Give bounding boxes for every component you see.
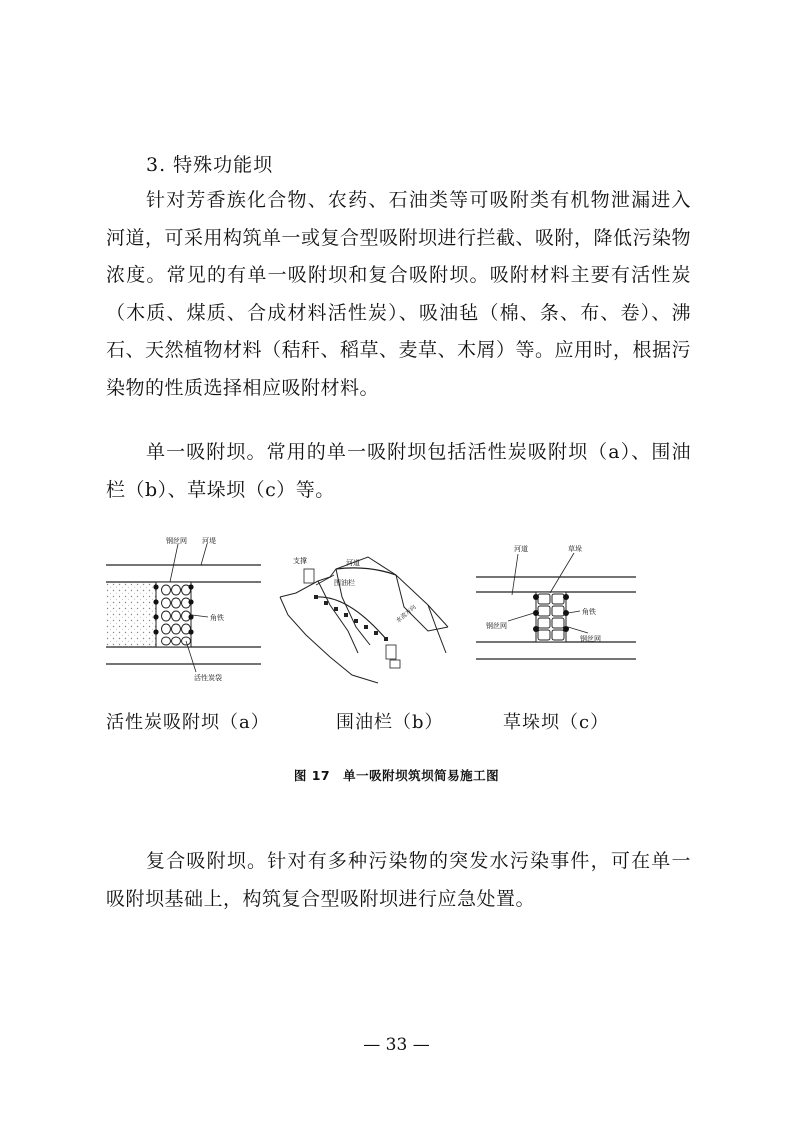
- label-c-mesh-left: 钢丝网: [486, 622, 507, 630]
- label-a-angle: 角铁: [210, 614, 224, 622]
- caption-b: 围油栏（b）: [336, 712, 444, 733]
- paragraph-intro: 针对芳香族化合物、农药、石油类等可吸附类有机物泄漏进入河道，可采用构筑单一或复合型吸附坝进行拦截、吸附，降低污染物浓度。常见的有单一吸附坝和复合吸附坝。吸附材料主要有活性炭（木质、煤质、合成材料活性炭）、吸油毡（棉、条、布、卷）、沸石、天然植物材料（秸秆、稻草、麦草、木屑）等。应用时，根据污染物的性质选择相应吸附材料。: [106, 189, 692, 399]
- paragraph-single-dam: 单一吸附坝。常用的单一吸附坝包括活性炭吸附坝（a）、围油栏（b）、草垛坝（c）等。: [106, 441, 691, 501]
- figure-b-diagram: [278, 535, 458, 689]
- caption-a: 活性炭吸附坝（a）: [106, 712, 270, 733]
- paragraph-composite-dam: 复合吸附坝。针对有多种污染物的突发水污染事件，可在单一吸附坝基础上，构筑复合型吸附坝进行应急处置。: [106, 850, 691, 910]
- label-a-bag: 活性炭袋: [194, 674, 222, 682]
- figure-title: 图 17 单一吸附坝筑坝简易施工图: [293, 768, 500, 783]
- label-c-hay: 草垛: [568, 545, 582, 553]
- figure-a-diagram: [106, 535, 261, 689]
- label-c-river: 河道: [514, 545, 528, 553]
- label-a-bank: 河堤: [202, 537, 216, 545]
- label-b-anchor: 支撑: [293, 557, 307, 565]
- page-number: — 33 —: [363, 1035, 430, 1055]
- label-b-flow: 水流方向: [394, 603, 418, 625]
- figure-c-diagram: [476, 535, 636, 689]
- label-c-angle: 角铁: [582, 608, 596, 616]
- label-a-mesh: 钢丝网: [166, 537, 187, 545]
- label-b-boom: 围油栏: [334, 579, 355, 587]
- section-heading: 3. 特殊功能坝: [146, 154, 274, 176]
- label-c-mesh-right: 钢丝网: [580, 635, 601, 643]
- caption-c: 草垛坝（c）: [503, 712, 610, 733]
- label-b-river: 河道: [346, 559, 360, 567]
